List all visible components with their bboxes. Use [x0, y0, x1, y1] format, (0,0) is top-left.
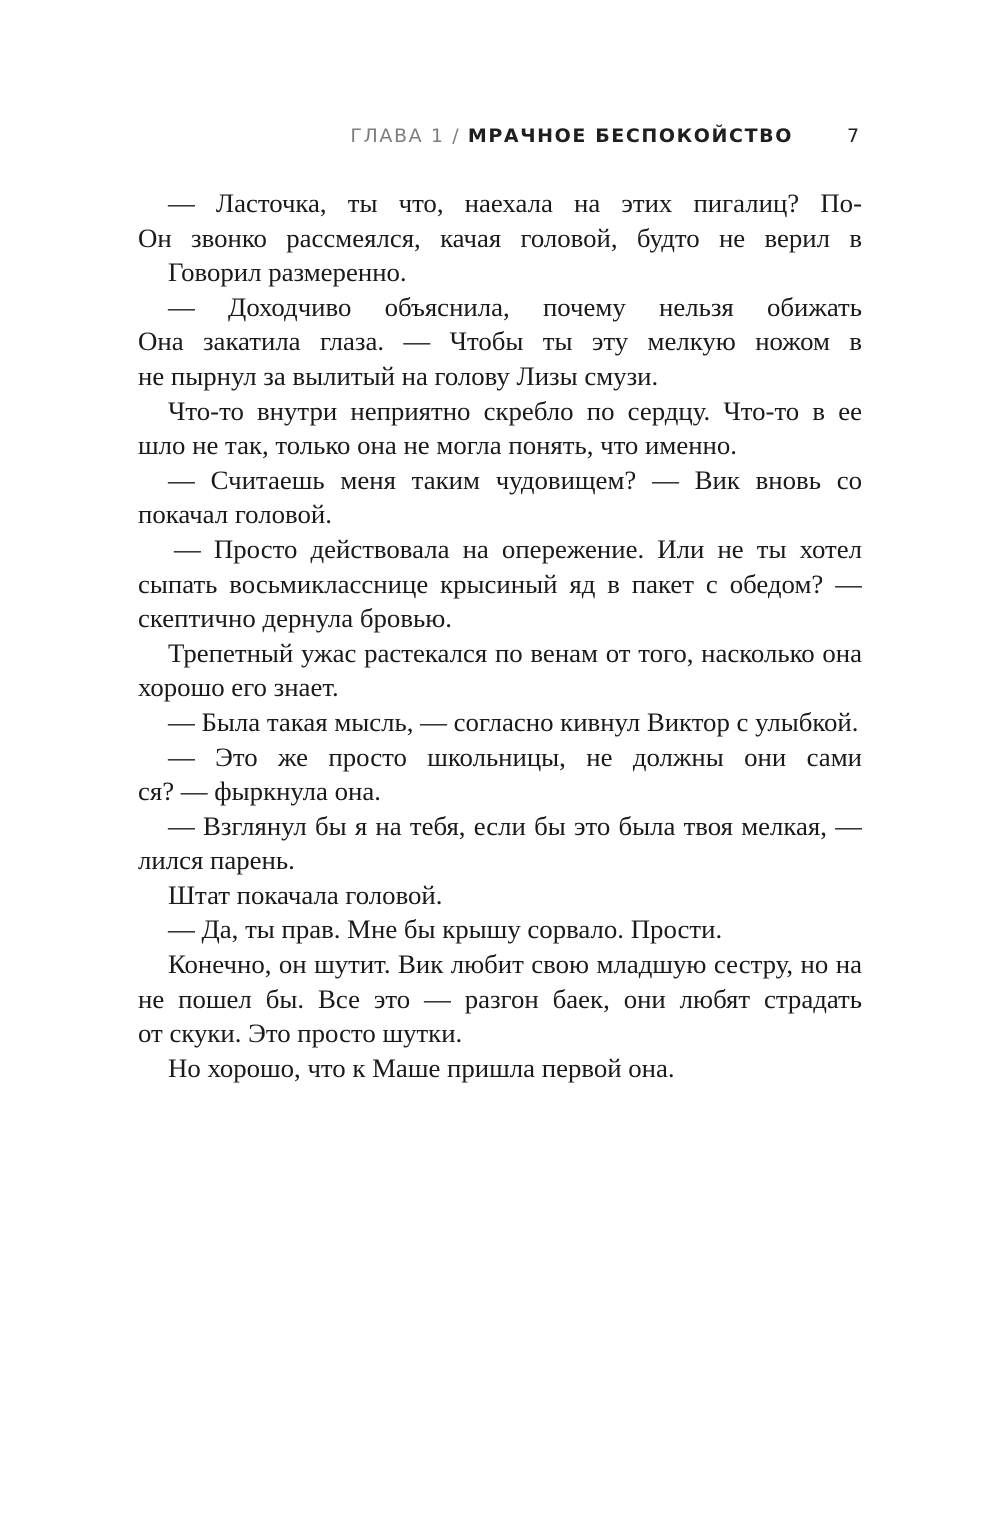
text-line: от скуки. Это просто шутки. [138, 1018, 463, 1049]
text-line: — Была такая мысль, — согласно кивнул Виктор с улыбкой. [168, 706, 859, 737]
text-line: Конечно, он шутит. Вик любит свою младшую сестру, но на [168, 949, 862, 980]
running-head [0, 121, 1000, 151]
text-line: Говорил размеренно. [168, 257, 407, 288]
text-line: лился парень. [138, 845, 295, 876]
text-line: покачал головой. [138, 499, 332, 530]
text-line: Трепетный ужас растекался по венам от того, насколько она [168, 637, 862, 668]
text-line: сыпать восьмикласснице крысиный яд в пакет с обедом? — [138, 568, 862, 599]
text-line: Что-то внутри неприятно скребло по сердцу. Что-то в ее [168, 395, 862, 426]
text-line: Она закатила глаза. — Чтобы ты эту мелкую ножом в [138, 326, 862, 357]
text-line: Но хорошо, что к Маше пришла первой она. [168, 1052, 675, 1083]
text-line: — Считаешь меня таким чудовищем? — Вик вновь со [168, 464, 862, 495]
text-line: — Доходчиво объяснила, почему нельзя обижать [168, 291, 862, 322]
text-line: не пошел бы. Все это — разгон баек, они любят страдать [138, 983, 862, 1014]
heading-separator: / [452, 125, 461, 147]
text-line: — Это же просто школьницы, не должны они сами [168, 741, 862, 772]
text-line: — Взглянул бы я на тебя, если бы это была твоя мелкая, — [168, 810, 862, 841]
chapter-label: ГЛАВА 1 [350, 125, 445, 147]
text-line: Штат покачала головой. [168, 879, 443, 910]
text-line: — Ласточка, ты что, наехала на этих пигалиц? По- [168, 188, 862, 218]
text-line: ся? — фыркнула она. [138, 776, 381, 807]
text-line: Он звонко рассмеялся, качая головой, будто не верил в [138, 222, 862, 253]
body-text [138, 186, 862, 1085]
text-line: шло не так, только она не могла понять, что именно. [138, 430, 737, 461]
text-line: хорошо его знает. [138, 672, 339, 703]
page-number: 7 [847, 125, 860, 147]
text-line: — Просто действовала на опережение. Или не ты хотел [174, 533, 862, 564]
chapter-heading [350, 121, 793, 151]
text-line: — Да, ты прав. Мне бы крышу сорвало. Прости. [168, 914, 723, 945]
text-line: скептично дернула бровью. [138, 603, 452, 634]
chapter-title: МРАЧНОЕ БЕСПОКОЙСТВО [467, 125, 793, 147]
text-line: не пырнул за вылитый на голову Лизы смузи. [138, 360, 659, 391]
